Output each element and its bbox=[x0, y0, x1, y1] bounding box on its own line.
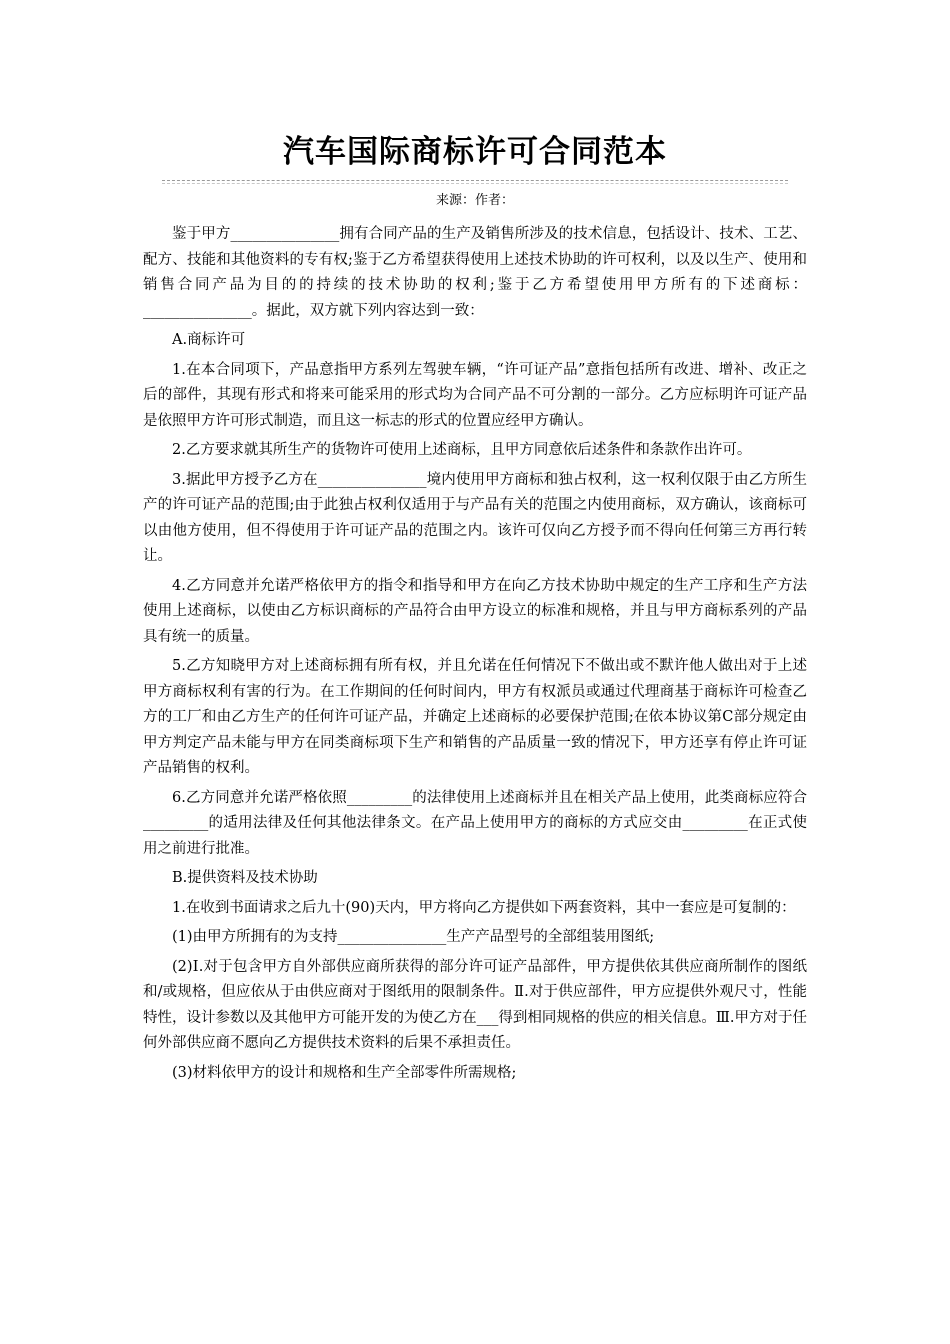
paragraph-a3: 3.据此甲方授予乙方在_______________境内使用甲方商标和独占权利，这一权利仅限于由乙方所生产的许可证产品的范围;由于此独占权利仅适用于与产品有关的范围之内使用商标，双方确认，该商标可以由他方使用，但不得使用于许可证产品的范围之内。该许可仅向乙方授予而不得向任何第三方再行转让。 bbox=[143, 471, 807, 564]
paragraph-a2: 2.乙方要求就其所生产的货物许可使用上述商标，且甲方同意依后述条件和条款作出许可。 bbox=[172, 442, 752, 458]
title-divider-secondary bbox=[162, 183, 788, 184]
paragraph-b1-item2: (2)Ⅰ.对于包含甲方自外部供应商所获得的部分许可证产品部件，甲方提供依其供应商所制作的图纸和/或规格，但应依从于由供应商对于图纸用的限制条件。Ⅱ.对于供应部件，甲方应提供外观尺寸，性能特性，设计参数以及其他甲方可能开发的为使乙方在___得到相同规格的供应的相关信息。Ⅲ.甲方对于任何外部供应商不愿向乙方提供技术资料的后果不承担责任。 bbox=[143, 958, 807, 1051]
paragraph-b1-item1: (1)由甲方所拥有的为支持_______________生产产品型号的全部组装用图纸; bbox=[172, 929, 655, 945]
paragraph-preamble: 鉴于甲方_______________拥有合同产品的生产及销售所涉及的技术信息，包括设计、技术、工艺、配方、技能和其他资料的专有权;鉴于乙方希望获得使用上述技术协助的许可权利，以及以生产、使用和销售合同产品为目的的持续的技术协助的权利;鉴于乙方希望使用甲方所有的下述商标：_______________。据此，双方就下列内容达到一致： bbox=[143, 226, 807, 319]
document-title: 汽车国际商标许可合同范本 bbox=[283, 134, 667, 170]
paragraph-a4: 4.乙方同意并允诺严格依甲方的指令和指导和甲方在向乙方技术协助中规定的生产工序和生产方法使用上述商标，以使由乙方标识商标的产品符合由甲方设立的标准和规格，并且与甲方商标系列的产品具有统一的质量。 bbox=[143, 577, 807, 645]
paragraph-b1: 1.在收到书面请求之后九十(90)天内，甲方将向乙方提供如下两套资料，其中一套应是可复制的： bbox=[172, 899, 796, 916]
document-body bbox=[143, 222, 807, 1090]
paragraph-a5: 5.乙方知晓甲方对上述商标拥有所有权，并且允诺在任何情况下不做出或不默许他人做出对于上述甲方商标权利有害的行为。在工作期间的任何时间内，甲方有权派员或通过代理商基于商标许可检查乙方的工厂和由乙方生产的任何许可证产品，并确定上述商标的必要保护范围;在依本协议第C部分规定由甲方判定产品未能与甲方在同类商标项下生产和销售的产品质量一致的情况下，甲方还享有停止许可证产品销售的权利。 bbox=[143, 658, 807, 776]
section-heading-b: B.提供资料及技术协助 bbox=[172, 870, 318, 886]
title-divider bbox=[162, 180, 788, 181]
source-line: 来源：作者： bbox=[435, 193, 514, 208]
paragraph-b1-item3: (3)材料依甲方的设计和规格和生产全部零件所需规格; bbox=[172, 1064, 517, 1081]
paragraph-a6: 6.乙方同意并允诺严格依照_________的法律使用上述商标并且在相关产品上使用，此类商标应符合_________的适用法律及任何其他法律条文。在产品上使用甲方的商标的方式应交由_________在正式使用之前进行批准。 bbox=[143, 789, 807, 857]
paragraph-a1: 1.在本合同项下，产品意指甲方系列左驾驶车辆，“许可证产品”意指包括所有改进、增补、改正之后的部件，其现有形式和将来可能采用的形式均为合同产品不可分割的一部分。乙方应标明许可证产品是依照甲方许可形式制造，而且这一标志的形式的位置应经甲方确认。 bbox=[143, 361, 807, 429]
section-heading-a: A.商标许可 bbox=[172, 332, 246, 348]
